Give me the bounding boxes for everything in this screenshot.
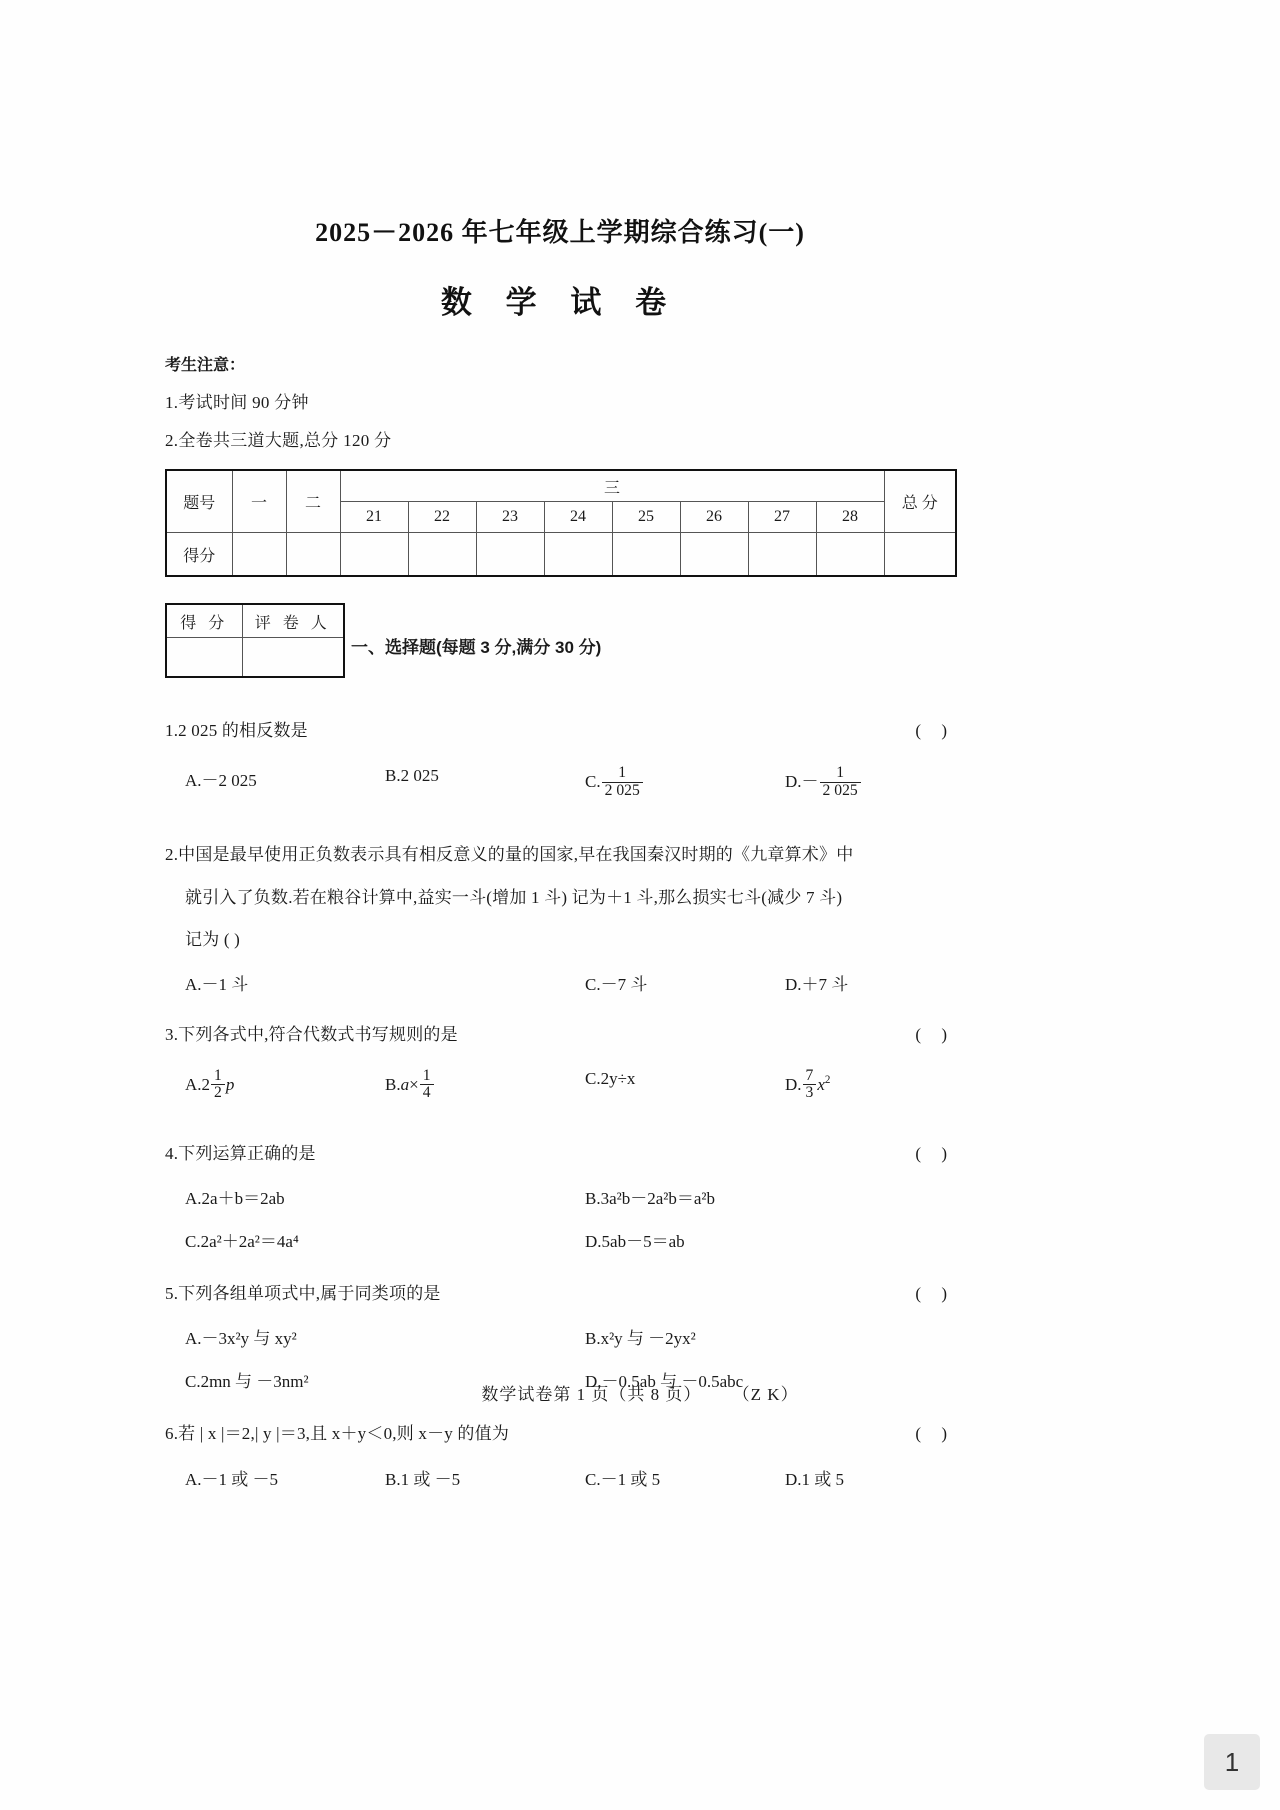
question-6-options [185, 1465, 955, 1491]
score-table-qnum: 24 [544, 502, 612, 533]
score-cell[interactable] [408, 533, 476, 577]
footer-code: （Z K） [732, 1385, 799, 1404]
question-2-cont-2-text: 记为 [185, 930, 220, 950]
question-1-option-b[interactable]: B.2 025 [385, 766, 439, 786]
exam-sheet [165, 0, 955, 1491]
question-5-stem [165, 1281, 955, 1307]
question-2-cont-1: 就引入了负数.若在粮谷计算中,益实一斗(增加 1 斗) 记为＋1 斗,那么损实七斗(减少 7 斗) [185, 887, 843, 907]
question-3-option-b-label: B. [385, 1074, 401, 1094]
question-6 [165, 1421, 955, 1490]
notice-heading: 考生注意： [165, 357, 246, 374]
question-3-option-a-label: A.2 [185, 1074, 211, 1094]
question-6-option-c[interactable]: C.－1 或 5 [585, 1469, 661, 1489]
question-3-options [185, 1066, 955, 1111]
question-1-option-d[interactable] [785, 766, 862, 800]
question-2 [165, 842, 955, 996]
fraction-1-over-4: $\frac{1}{4}$ [420, 1068, 434, 1102]
score-table-qnum: 25 [612, 502, 680, 533]
question-1-stem-text: 1.2 025 的相反数是 [165, 721, 308, 740]
question-4-option-a[interactable]: A.2a＋b＝2ab [185, 1189, 285, 1209]
score-cell[interactable] [544, 533, 612, 577]
score-table-qnum: 22 [408, 502, 476, 533]
score-table-qnum: 23 [476, 502, 544, 533]
grader-score-cell[interactable] [166, 638, 242, 678]
score-table [165, 469, 957, 577]
question-6-option-a[interactable]: A.－1 或 －5 [185, 1469, 279, 1489]
question-1-answer-paren[interactable]: ( ) [915, 721, 955, 740]
question-3-option-a[interactable]: A.2 $\frac{1}{2}$ p [185, 1066, 235, 1102]
question-5-option-b[interactable]: B.x²y 与 －2yx² [585, 1329, 696, 1349]
question-4-stem [165, 1141, 955, 1167]
score-table-header-row [166, 470, 956, 502]
question-5-option-d[interactable]: D.－0.5ab 与 －0.5abc [585, 1372, 744, 1392]
question-6-answer-paren[interactable]: ( ) [915, 1424, 955, 1444]
question-2-stem: 2.中国是最早使用正负数表示具有相反意义的量的国家,早在我国秦汉时期的《九章算术》中 [165, 845, 854, 865]
score-cell[interactable] [816, 533, 884, 577]
page-title: 2025－2026 年七年级上学期综合练习(一) [315, 218, 805, 247]
score-table-row-label-score: 得分 [166, 533, 232, 577]
question-4-options-row-1 [185, 1184, 955, 1210]
question-1 [165, 718, 955, 808]
question-2-option-d[interactable]: D.＋7 斗 [785, 975, 849, 995]
fraction-7-over-3: $\frac{7}{3}$ [803, 1068, 817, 1102]
question-6-option-d[interactable]: D.1 或 5 [785, 1469, 845, 1489]
question-4-options-row-2 [185, 1227, 955, 1253]
score-cell[interactable] [612, 533, 680, 577]
question-2-option-c[interactable]: C.－7 斗 [585, 975, 648, 995]
notice-line-2: 2.全卷共三道大题,总分 120 分 [165, 431, 392, 450]
question-1-option-a[interactable]: A.－2 025 [185, 771, 257, 791]
question-4-option-d[interactable]: D.5ab－5＝ab [585, 1232, 685, 1252]
question-1-stem [165, 718, 955, 744]
score-table-part-1: 一 [232, 470, 286, 533]
score-cell[interactable] [340, 533, 408, 577]
fraction-1-over-2: $\frac{1}{2}$ [211, 1068, 225, 1102]
score-table-total-header: 总 分 [884, 470, 956, 533]
score-table-score-row [166, 533, 956, 577]
question-5-option-c[interactable]: C.2mn 与 －3nm² [185, 1372, 309, 1392]
question-2-answer-paren[interactable]: ( ) [223, 930, 241, 950]
question-3-option-c-label: C.2y÷x [585, 1068, 636, 1088]
notice-line-1: 1.考试时间 90 分钟 [165, 393, 309, 412]
grader-box-header-row [166, 604, 344, 638]
score-cell[interactable] [476, 533, 544, 577]
grader-row [165, 603, 955, 678]
question-2-options [185, 970, 955, 996]
question-3-stem [165, 1022, 955, 1048]
question-5-answer-paren[interactable]: ( ) [915, 1284, 955, 1304]
grader-box-fill-row [166, 638, 344, 678]
question-3 [165, 1022, 955, 1110]
question-1-option-c[interactable] [585, 766, 644, 800]
page-number-badge[interactable]: 1 [1204, 1734, 1260, 1790]
score-cell-total[interactable] [884, 533, 956, 577]
question-3-option-c[interactable] [585, 1069, 635, 1089]
question-5 [165, 1281, 955, 1393]
score-table-qnum: 27 [748, 502, 816, 533]
fraction-1-over-2025: $\frac{1}{2 025}$ [602, 765, 643, 799]
question-5-option-a[interactable]: A.－3x²y 与 xy² [185, 1329, 297, 1349]
score-table-row-label-header: 题号 [166, 470, 232, 533]
score-cell[interactable] [286, 533, 340, 577]
question-3-option-b[interactable]: B.a× $\frac{1}{4}$ [385, 1069, 435, 1103]
score-table-part-3: 三 [340, 470, 884, 502]
question-4-option-b[interactable]: B.3a²b－2a²b＝a²b [585, 1189, 716, 1209]
question-4-option-c[interactable]: C.2a²＋2a²＝4a⁴ [185, 1232, 299, 1252]
section-heading: 一、选择题(每题 3 分,满分 30 分) [351, 638, 602, 657]
question-4-answer-paren[interactable]: ( ) [915, 1143, 955, 1163]
grader-score-label: 得 分 [166, 604, 242, 638]
question-3-answer-paren[interactable]: ( ) [915, 1025, 955, 1045]
question-5-options-row-1 [185, 1324, 955, 1350]
grader-person-cell[interactable] [242, 638, 344, 678]
question-1-option-c-label: C. [585, 772, 601, 792]
question-3-stem-text: 3.下列各式中,符合代数式书写规则的是 [165, 1025, 458, 1045]
fraction-neg-1-over-2025: $\frac{1}{2 025}$ [820, 765, 861, 799]
footer-page-label: 数学试卷第 1 页（共 8 页） [481, 1385, 702, 1404]
question-5-stem-text: 5.下列各组单项式中,属于同类项的是 [165, 1284, 441, 1304]
question-6-stem [165, 1421, 955, 1447]
question-2-option-a[interactable]: A.－1 斗 [185, 975, 249, 995]
grader-person-label: 评 卷 人 [242, 604, 344, 638]
question-6-option-b[interactable]: B.1 或 －5 [385, 1469, 461, 1489]
score-table-qnum: 26 [680, 502, 748, 533]
score-table-qnum: 28 [816, 502, 884, 533]
question-4 [165, 1141, 955, 1253]
question-4-stem-text: 4.下列运算正确的是 [165, 1143, 316, 1163]
question-2-cont-2 [185, 927, 955, 953]
score-table-qnum: 21 [340, 502, 408, 533]
grader-box [165, 603, 345, 678]
question-1-option-d-label: D.－ [785, 772, 819, 792]
question-3-option-d[interactable]: D. $\frac{7}{3}$ $x^2$ [785, 1066, 831, 1102]
score-cell[interactable] [748, 533, 816, 577]
score-cell[interactable] [680, 533, 748, 577]
question-1-options [185, 766, 955, 808]
question-3-option-d-label: D. [785, 1074, 802, 1094]
page-footer [0, 1380, 1280, 1405]
score-table-part-2: 二 [286, 470, 340, 533]
score-cell[interactable] [232, 533, 286, 577]
question-6-stem-text: 6.若 | x |＝2,| y |＝3,且 x＋y＜0,则 x－y 的值为 [165, 1424, 510, 1444]
page-subtitle: 数 学 试 卷 [440, 285, 680, 320]
